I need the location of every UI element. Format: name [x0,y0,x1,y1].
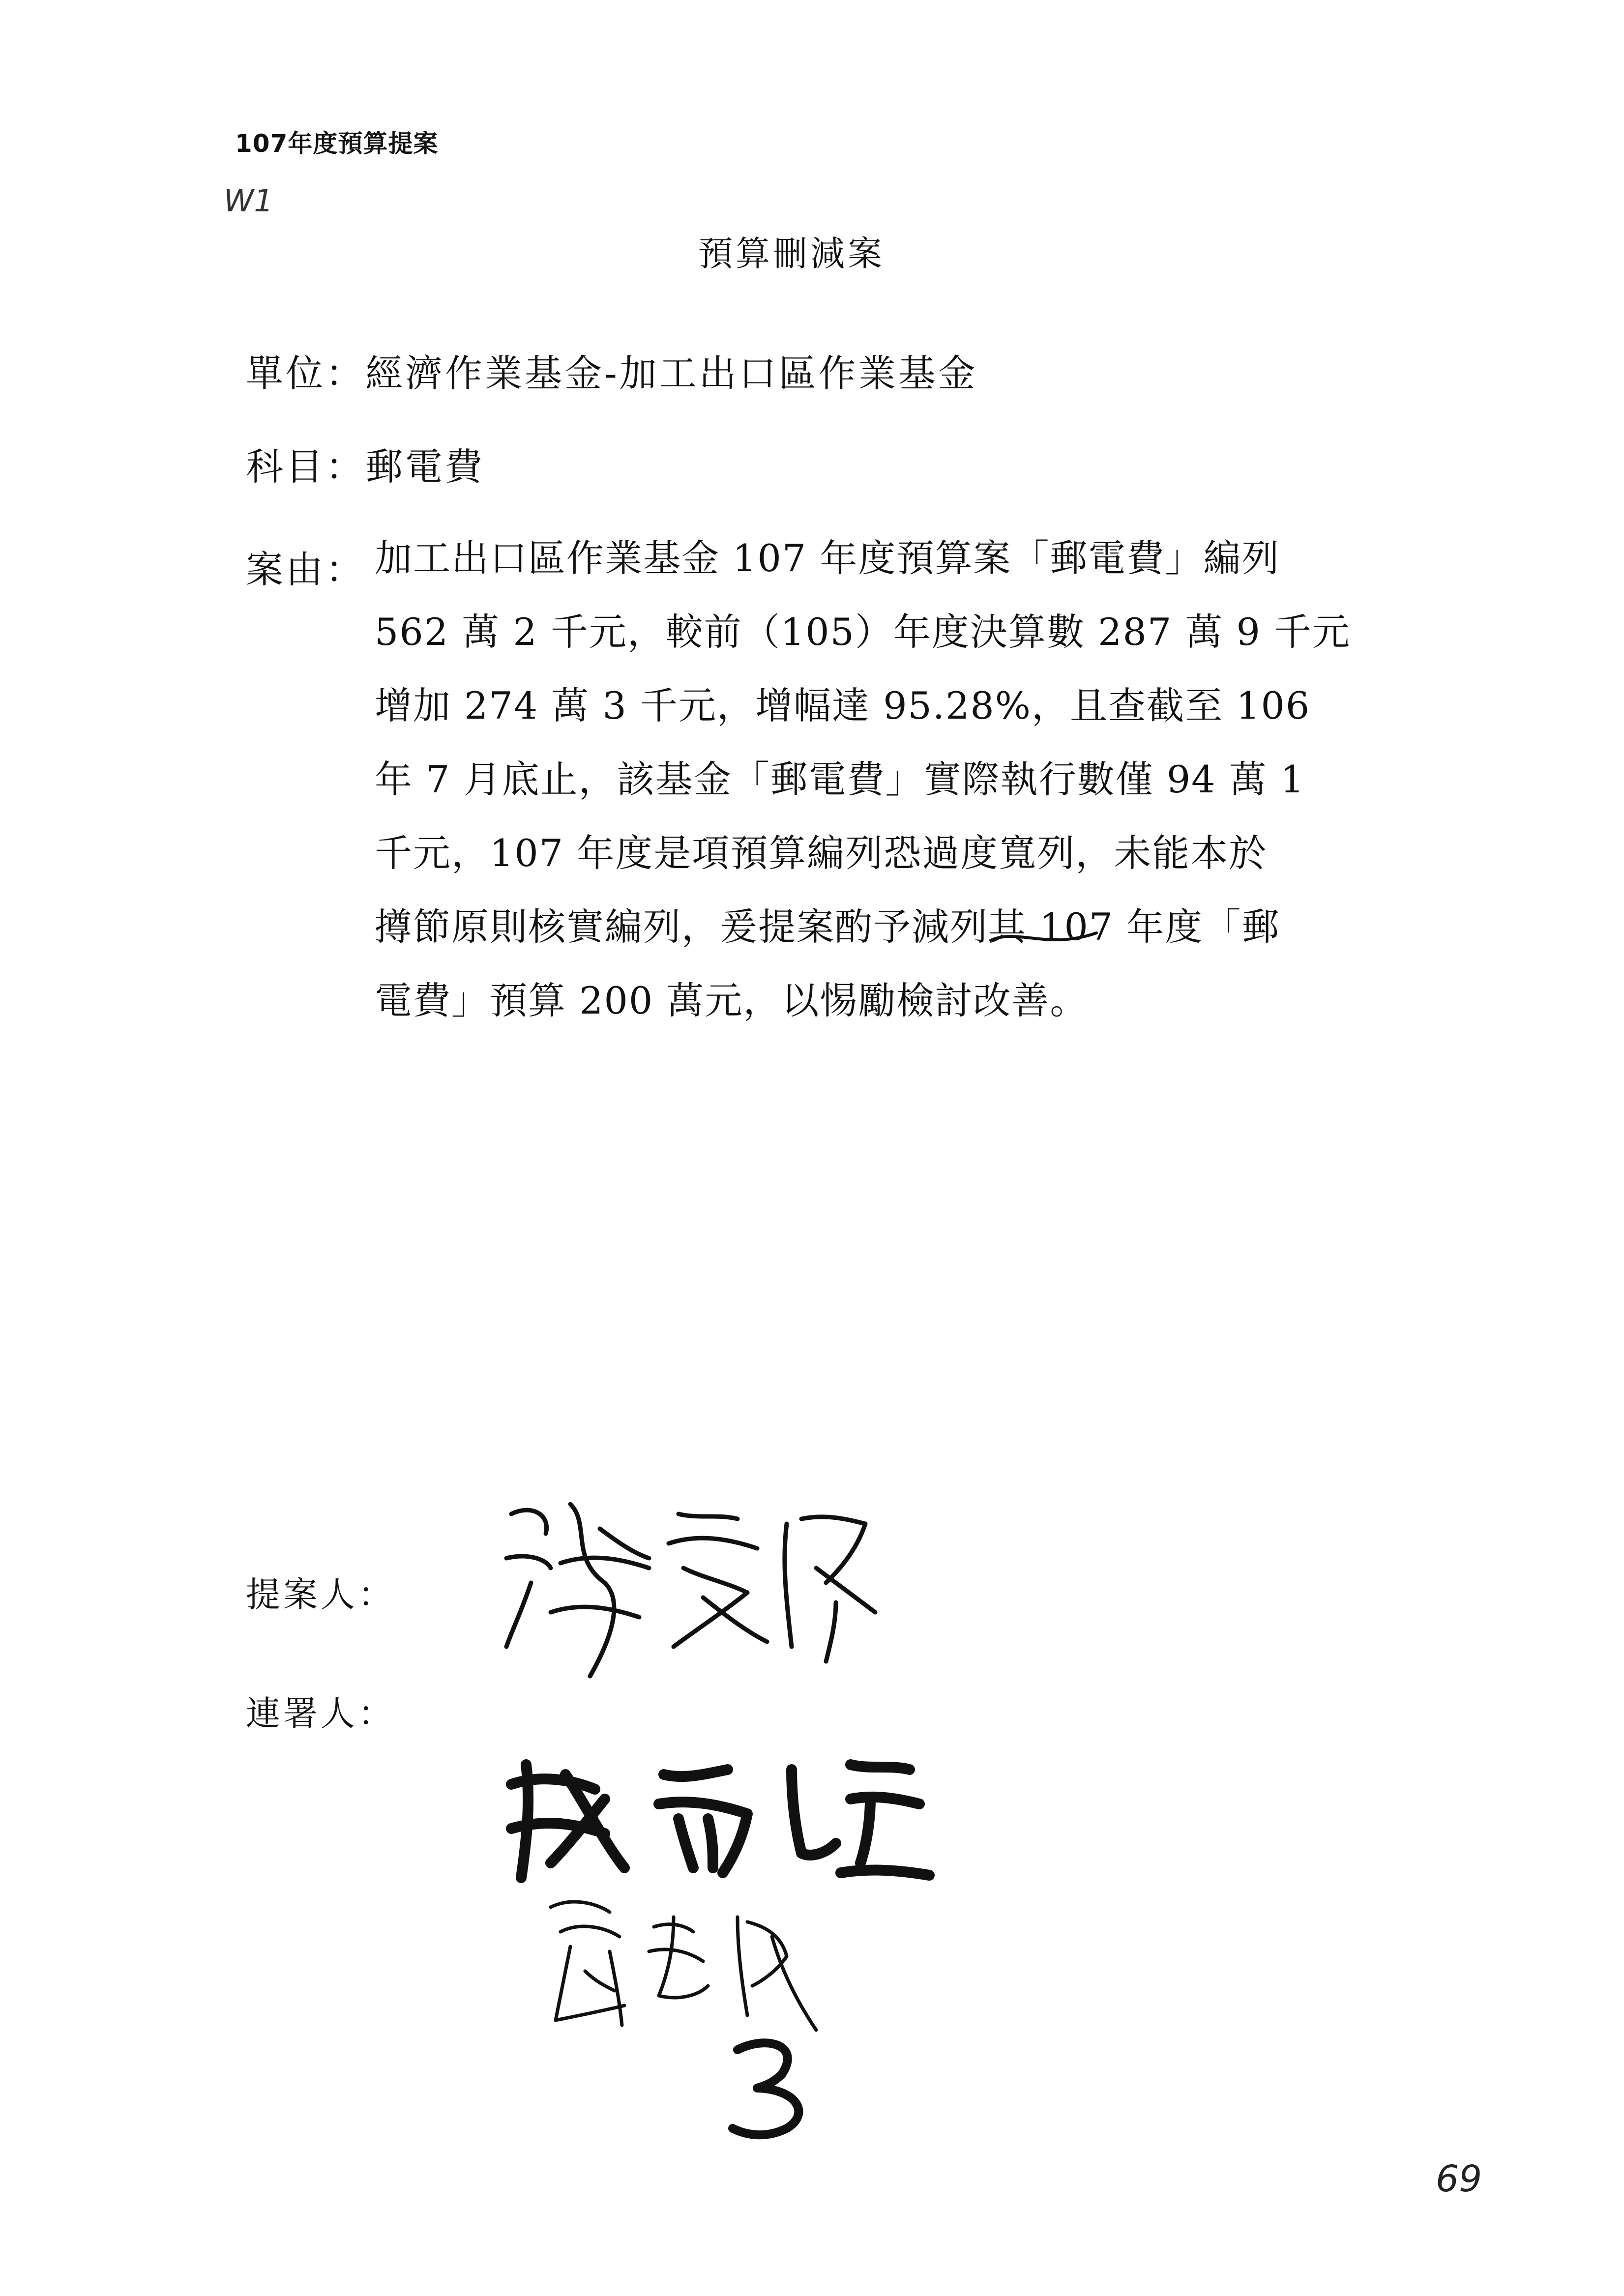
unit-label: 單位： [246,351,365,395]
page-number: 69 [1436,2158,1482,2200]
proposer-label: 提案人： [246,1574,395,1615]
reason-body [375,536,1388,1056]
handwritten-underline [988,923,1101,953]
cosigner-count [723,2030,821,2143]
reason-line: 撙節原則核實編列，爰提案酌予減列其 107 年度「郵 [375,905,1280,949]
subject-label: 科目： [246,445,365,489]
reason-line: 加工出口區作業基金 107 年度預算案「郵電費」編列 [375,536,1280,580]
unit-value: 經濟作業基金-加工出口區作業基金 [365,351,978,395]
cosigner-label: 連署人： [246,1693,395,1734]
reason-line: 562 萬 2 千元，較前（105）年度決算數 287 萬 9 千元 [375,610,1351,654]
reason-line: 年 7 月底止，該基金「郵電費」實際執行數僅 94 萬 1 [375,757,1305,801]
unit-field [246,351,978,395]
header-label: 107年度預算提案 [235,129,439,158]
reason-line: 增加 274 萬 3 千元，增幅達 95.28%，且查截至 106 [375,684,1311,727]
subject-field [246,445,485,489]
cosigner-signature [497,1745,939,1892]
reason-line: 千元，107 年度是項預算編列恐過度寬列，未能本於 [375,831,1268,875]
reason-label: 案由： [246,548,365,591]
reason-line: 電費」預算 200 萬元，以惕勵檢討改善。 [375,979,1089,1022]
subject-value: 郵電費 [365,445,485,489]
handwritten-mark: W1 [224,183,273,219]
cosigner-signature [541,1888,836,2050]
proposer-signature [492,1484,895,1691]
document-title: 預算刪減案 [698,233,885,274]
